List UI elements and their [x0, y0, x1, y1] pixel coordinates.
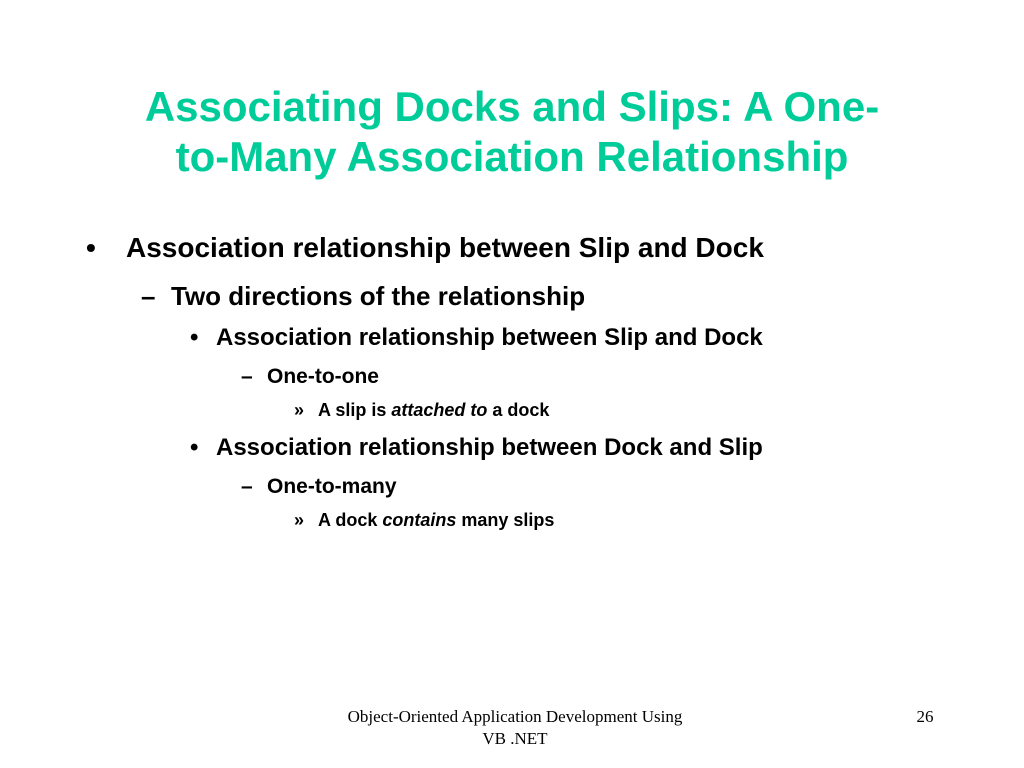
bullet-level-4-one-to-one	[241, 364, 379, 390]
dash-icon: –	[141, 281, 156, 311]
double-chevron-icon: »	[294, 400, 305, 420]
bullet-text-end: many slips	[456, 510, 555, 530]
bullet-text: Two directions of the relationship	[171, 281, 586, 311]
dash-icon: –	[241, 365, 253, 388]
bullet-text	[318, 400, 549, 420]
bullet-text: One-to-one	[267, 365, 379, 388]
bullet-dot-icon: •	[86, 232, 96, 263]
bullet-text-start: A slip is	[318, 400, 392, 420]
bullet-dot-icon: •	[190, 324, 199, 351]
dash-icon: –	[241, 475, 253, 498]
bullet-level-3-dock-to-slip	[190, 433, 763, 463]
bullet-level-4-one-to-many	[241, 474, 397, 500]
bullet-text-emphasis: attached to	[391, 400, 488, 420]
slide-title-line-2: to-Many Association Relationship	[175, 133, 849, 180]
bullet-text	[318, 510, 554, 530]
slide-number: 26	[916, 707, 934, 726]
bullet-level-5-attached-to	[294, 399, 550, 421]
bullet-text-emphasis: contains	[382, 510, 457, 530]
slide-title-line-1: Associating Docks and Slips: A One-	[144, 83, 880, 130]
footer-course-title	[300, 706, 730, 750]
slide-title	[0, 82, 1024, 182]
bullet-text: One-to-many	[267, 475, 397, 498]
bullet-text: Association relationship between Dock and Slip	[216, 434, 763, 461]
double-chevron-icon: »	[294, 510, 305, 530]
bullet-dot-icon: •	[190, 434, 199, 461]
bullet-text-start: A dock	[318, 510, 383, 530]
bullet-level-2	[141, 280, 586, 312]
bullet-level-3-slip-to-dock	[190, 323, 763, 353]
footer-line-2: VB .NET	[482, 729, 548, 748]
bullet-text-end: a dock	[487, 400, 550, 420]
bullet-text: Association relationship between Slip and Dock	[216, 324, 763, 351]
bullet-level-1	[86, 230, 764, 266]
footer-line-1: Object-Oriented Application Development Using	[347, 707, 683, 726]
bullet-level-5-contains	[294, 509, 555, 531]
bullet-text: Association relationship between Slip and Dock	[126, 232, 764, 263]
